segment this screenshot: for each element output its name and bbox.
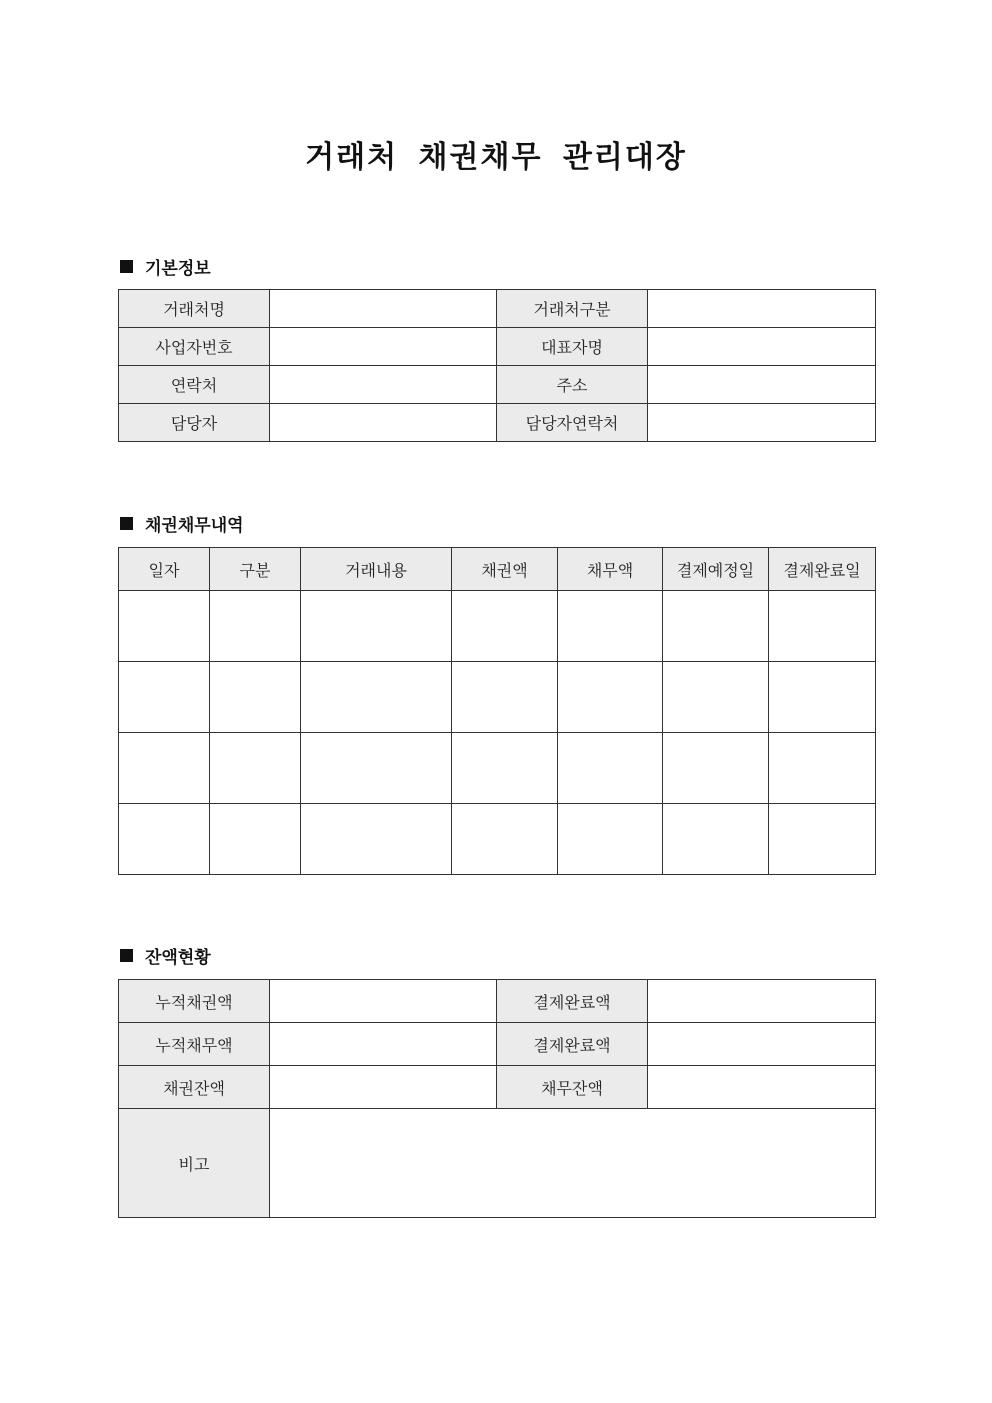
black-square-icon xyxy=(120,949,133,962)
basic-info-row xyxy=(119,404,876,442)
black-square-icon xyxy=(120,517,133,530)
ledger-cell[interactable] xyxy=(558,591,663,662)
field-value-cell[interactable] xyxy=(648,290,876,328)
basic-info-row xyxy=(119,328,876,366)
ledger-cell[interactable] xyxy=(769,733,876,804)
field-value-cell[interactable] xyxy=(270,1066,497,1109)
ledger-cell[interactable] xyxy=(210,662,301,733)
column-header: 결제예정일 xyxy=(663,548,769,591)
field-value-cell[interactable] xyxy=(270,328,497,366)
field-value-cell[interactable] xyxy=(270,980,497,1023)
ledger-cell[interactable] xyxy=(210,733,301,804)
document-title: 거래처 채권채무 관리대장 xyxy=(305,140,687,175)
field-value-cell[interactable] xyxy=(648,980,876,1023)
balance-row xyxy=(119,1066,876,1109)
ledger-cell[interactable] xyxy=(663,591,769,662)
ledger-row xyxy=(119,591,876,662)
section-heading-basic-info xyxy=(120,254,211,279)
column-header: 결제완료일 xyxy=(769,548,876,591)
ledger-cell[interactable] xyxy=(301,662,452,733)
field-label: 거래처명 xyxy=(119,290,270,328)
ledger-cell[interactable] xyxy=(452,804,558,875)
balance-row xyxy=(119,1023,876,1066)
field-label: 결제완료액 xyxy=(497,1023,648,1066)
ledger-row xyxy=(119,733,876,804)
basic-info-row xyxy=(119,366,876,404)
field-value-cell[interactable] xyxy=(648,404,876,442)
section-heading-ledger xyxy=(120,511,244,536)
ledger-cell[interactable] xyxy=(558,662,663,733)
ledger-cell[interactable] xyxy=(558,804,663,875)
ledger-cell[interactable] xyxy=(210,804,301,875)
ledger-row xyxy=(119,662,876,733)
field-value-cell[interactable] xyxy=(270,1023,497,1066)
field-label: 사업자번호 xyxy=(119,328,270,366)
remarks-label: 비고 xyxy=(119,1109,270,1218)
column-header: 구분 xyxy=(210,548,301,591)
field-label: 대표자명 xyxy=(497,328,648,366)
field-value-cell[interactable] xyxy=(648,328,876,366)
balance-table xyxy=(118,979,876,1218)
ledger-cell[interactable] xyxy=(119,733,210,804)
ledger-cell[interactable] xyxy=(558,733,663,804)
field-label: 거래처구분 xyxy=(497,290,648,328)
column-header: 채권액 xyxy=(452,548,558,591)
field-label: 주소 xyxy=(497,366,648,404)
field-label: 누적채권액 xyxy=(119,980,270,1023)
field-label: 채권잔액 xyxy=(119,1066,270,1109)
section-heading-label: 잔액현황 xyxy=(145,948,211,968)
ledger-cell[interactable] xyxy=(301,733,452,804)
remarks-row xyxy=(119,1109,876,1218)
field-value-cell[interactable] xyxy=(648,1066,876,1109)
ledger-cell[interactable] xyxy=(452,591,558,662)
column-header: 거래내용 xyxy=(301,548,452,591)
ledger-cell[interactable] xyxy=(452,733,558,804)
ledger-cell[interactable] xyxy=(119,662,210,733)
ledger-cell[interactable] xyxy=(769,662,876,733)
basic-info-table xyxy=(118,289,876,442)
remarks-value-cell[interactable] xyxy=(270,1109,876,1218)
field-label: 결제완료액 xyxy=(497,980,648,1023)
ledger-cell[interactable] xyxy=(210,591,301,662)
basic-info-row xyxy=(119,290,876,328)
field-label: 누적채무액 xyxy=(119,1023,270,1066)
ledger-cell[interactable] xyxy=(301,591,452,662)
section-heading-label: 채권채무내역 xyxy=(145,516,244,536)
field-label: 담당자연락처 xyxy=(497,404,648,442)
field-label: 담당자 xyxy=(119,404,270,442)
ledger-cell[interactable] xyxy=(663,662,769,733)
field-value-cell[interactable] xyxy=(648,366,876,404)
ledger-cell[interactable] xyxy=(663,804,769,875)
field-value-cell[interactable] xyxy=(270,366,497,404)
field-value-cell[interactable] xyxy=(270,290,497,328)
ledger-cell[interactable] xyxy=(663,733,769,804)
ledger-cell[interactable] xyxy=(769,591,876,662)
field-label: 채무잔액 xyxy=(497,1066,648,1109)
column-header: 채무액 xyxy=(558,548,663,591)
field-label: 연락처 xyxy=(119,366,270,404)
section-heading-label: 기본정보 xyxy=(145,259,211,279)
ledger-cell[interactable] xyxy=(769,804,876,875)
section-heading-balance xyxy=(120,943,211,968)
ledger-row xyxy=(119,804,876,875)
column-header: 일자 xyxy=(119,548,210,591)
ledger-cell[interactable] xyxy=(119,804,210,875)
ledger-cell[interactable] xyxy=(452,662,558,733)
ledger-cell[interactable] xyxy=(119,591,210,662)
black-square-icon xyxy=(120,260,133,273)
field-value-cell[interactable] xyxy=(270,404,497,442)
balance-row xyxy=(119,980,876,1023)
ledger-header-row xyxy=(119,548,876,591)
ledger-table xyxy=(118,547,876,875)
field-value-cell[interactable] xyxy=(648,1023,876,1066)
ledger-cell[interactable] xyxy=(301,804,452,875)
